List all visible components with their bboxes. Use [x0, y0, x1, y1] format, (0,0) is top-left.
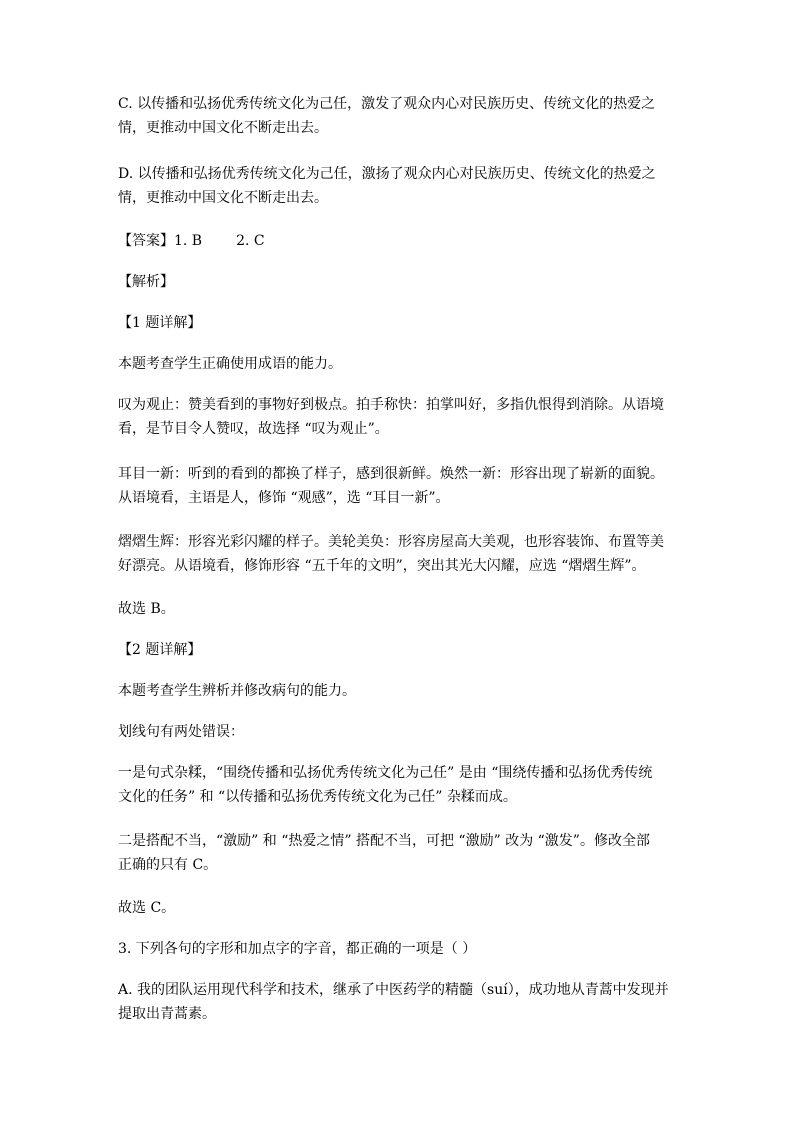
option-c-line1: C. 以传播和弘扬优秀传统文化为己任，激发了观众内心对民族历史、传统文化的热爱之: [118, 96, 656, 112]
q1-detail-paragraph-1: [118, 393, 678, 441]
q3-option-a-line2: 提取出青蒿素。: [118, 1006, 216, 1022]
q1-detail-heading: 【1 题详解】: [118, 315, 202, 331]
option-c: [118, 92, 678, 140]
option-d-line1: D. 以传播和弘扬优秀传统文化为己任，激扬了观众内心对民族历史、传统文化的热爱之: [118, 166, 656, 182]
q1-p3-line2: 好漂亮。从语境看，修饰形容 “五千年的文明”，突出其光大闪耀，应选 “熠熠生辉”。: [118, 558, 646, 574]
q2-detail-conclusion: 故选 C。: [118, 900, 176, 916]
q1-p3-line1: 熠熠生辉：形容光彩闪耀的样子。美轮美奂：形容房屋高大美观，也形容装饰、布置等美: [118, 534, 664, 550]
answer-line: [118, 229, 678, 253]
q2-p2-line1: 一是句式杂糅，“围绕传播和弘扬优秀传统文化为己任” 是由 “围绕传播和弘扬优秀传统: [118, 765, 653, 781]
q1-detail-conclusion: 故选 B。: [118, 601, 175, 617]
q3-option-a-line1: A. 我的团队运用现代科学和技术，继承了中医药学的精髓（suí），成功地从青蒿中发现并: [118, 982, 669, 998]
option-d: [118, 162, 678, 210]
q1-p1-line1: 叹为观止：赞美看到的事物好到极点。拍手称快：拍掌叫好，多指仇恨得到消除。从语境: [118, 397, 664, 413]
analysis-label: 【解析】: [118, 274, 174, 290]
q1-detail-intro: 本题考查学生正确使用成语的能力。: [118, 356, 342, 372]
q2-p3-line2: 正确的只有 C。: [118, 857, 218, 873]
q1-p2-line2: 从语境看，主语是人，修饰 “观感”，选 “耳目一新”。: [118, 490, 450, 506]
q3-stem: 3. 下列各句的字形和加点字的字音，都正确的一项是（ ）: [118, 941, 477, 957]
answer-q2: 2. C: [236, 233, 265, 249]
answer-q1: 1. B: [174, 233, 203, 249]
q2-detail-paragraph-1: 划线句有两处错误：: [118, 724, 244, 740]
q2-p2-line2: 文化的任务” 和 “以传播和弘扬优秀传统文化为己任” 杂糅而成。: [118, 789, 517, 805]
answer-label: 【答案】: [118, 233, 174, 249]
q1-p2-line1: 耳目一新：听到的看到的都换了样子，感到很新鲜。焕然一新：形容出现了崭新的面貌。: [118, 466, 664, 482]
q2-detail-intro: 本题考查学生辨析并修改病句的能力。: [118, 683, 356, 699]
q3-option-a: [118, 978, 678, 1026]
q1-p1-line2: 看，是节目令人赞叹，故选择 “叹为观止”。: [118, 421, 389, 437]
q1-detail-paragraph-3: [118, 530, 678, 578]
option-d-line2: 情，更推动中国文化不断走出去。: [118, 190, 328, 206]
q1-detail-paragraph-2: [118, 462, 678, 510]
q2-p3-line1: 二是搭配不当，“激励” 和 “热爱之情” 搭配不当，可把 “激励” 改为 “激发”。修改全部: [118, 833, 650, 849]
q2-detail-paragraph-2: [118, 761, 678, 809]
option-c-line2: 情，更推动中国文化不断走出去。: [118, 120, 328, 136]
q2-detail-paragraph-3: [118, 829, 678, 877]
q2-detail-heading: 【2 题详解】: [118, 642, 202, 658]
